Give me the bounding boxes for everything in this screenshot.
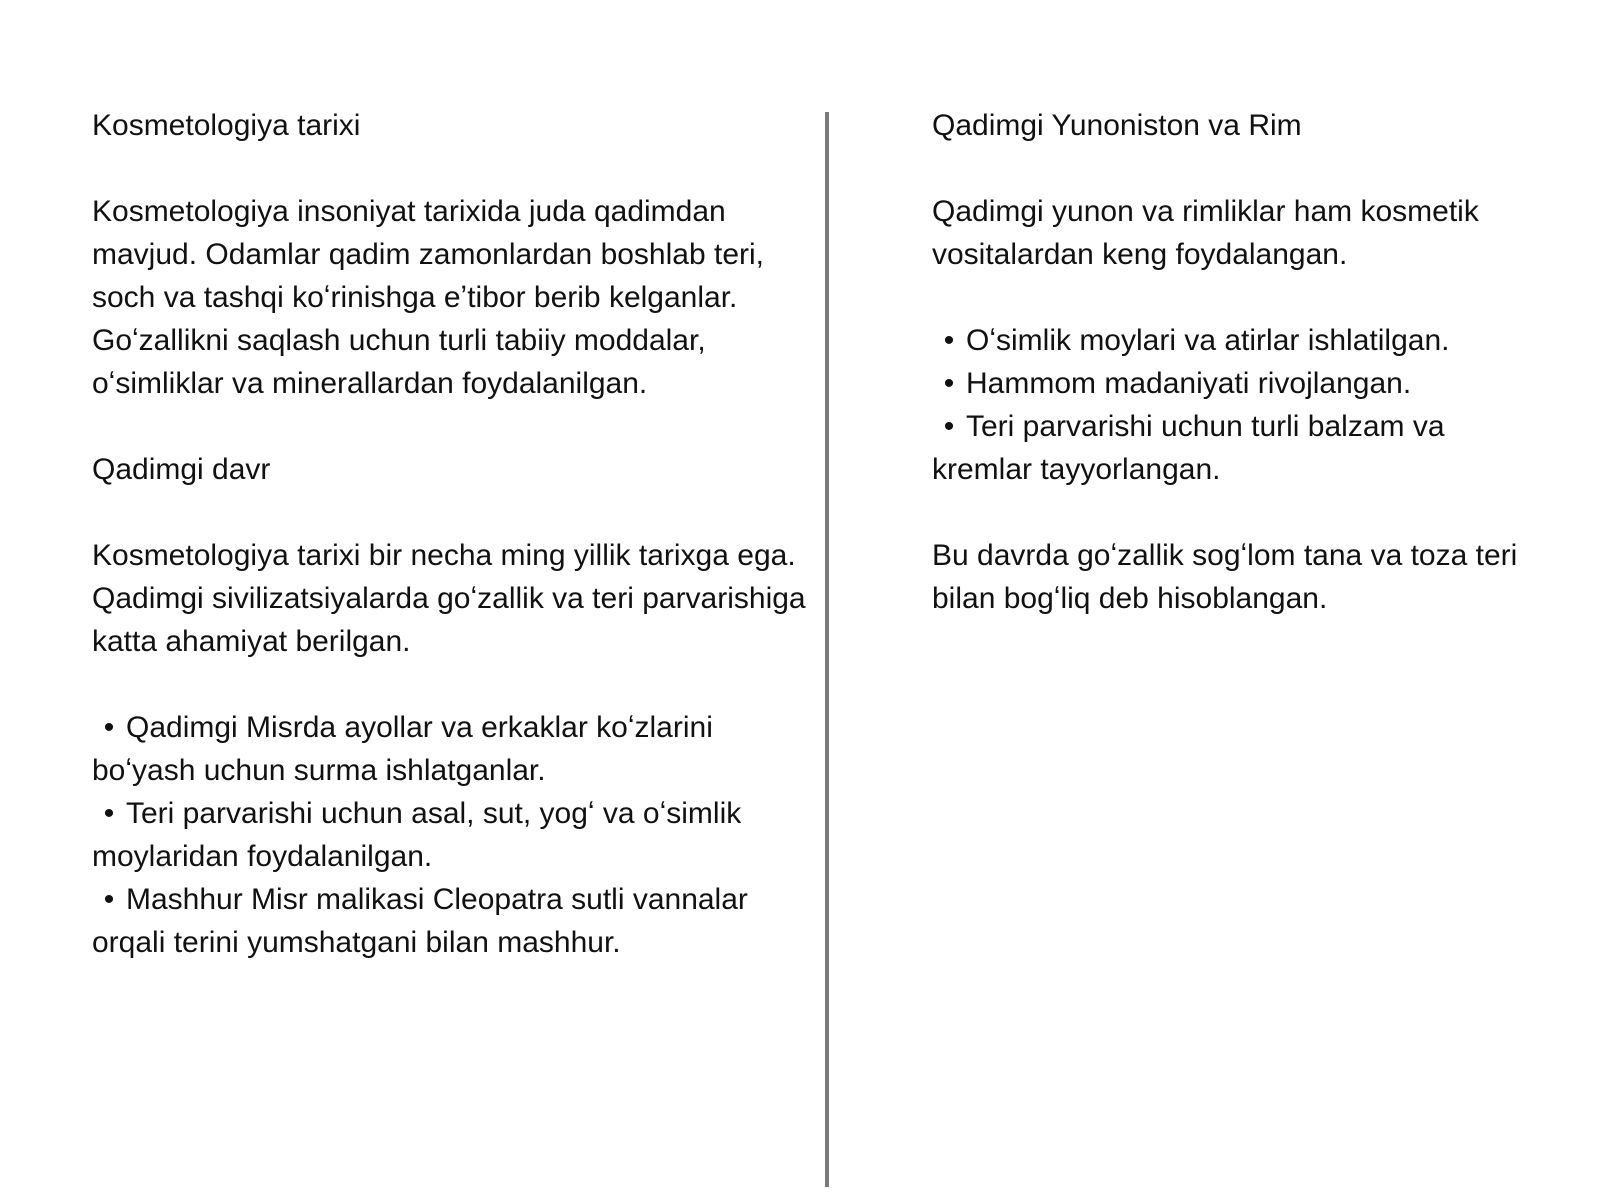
left-column: [92, 104, 812, 964]
list-item-text: Teri parvarishi uchun turli balzam va kremlar tayyorlangan.: [932, 410, 1445, 486]
bullet-icon: •: [103, 797, 115, 830]
right-column: [932, 104, 1532, 620]
section-heading-ancient: Qadimgi davr: [92, 453, 271, 486]
spacer: [92, 147, 812, 190]
spacer: [92, 405, 812, 448]
spacer: [92, 663, 812, 706]
list-item: [92, 706, 812, 792]
list-item-text: Hammom madaniyati rivojlangan.: [966, 367, 1412, 400]
spacer: [932, 276, 1532, 319]
bullet-icon: •: [943, 410, 955, 443]
intro-paragraph: Qadimgi yunon va rimliklar ham kosmetik vositalardan keng foydalangan.: [932, 195, 1479, 271]
bullet-icon: •: [103, 883, 115, 916]
section-heading-greece-rome: Qadimgi Yunoniston va Rim: [932, 109, 1302, 142]
list-item: [932, 362, 1532, 405]
spacer: [92, 491, 812, 534]
bullet-icon: •: [943, 367, 955, 400]
conclusion-paragraph: Bu davrda goʻzallik sogʻlom tana va toza teri bilan bogʻliq deb hisoblangan.: [932, 539, 1518, 615]
page-title: Kosmetologiya tarixi: [92, 109, 361, 142]
section-paragraph-ancient: Kosmetologiya tarixi bir necha ming yillik tarixga ega. Qadimgi sivilizatsiyalarda goʻzallik va teri parvarishiga katta ahamiyat berilgan.: [92, 539, 806, 658]
list-item-text: Mashhur Misr malikasi Cleopatra sutli vannalar orqali terini yumshatgani bilan mashhur.: [92, 883, 748, 959]
column-divider: [825, 112, 829, 1187]
list-item: [92, 878, 812, 964]
list-item-text: Oʻsimlik moylari va atirlar ishlatilgan.: [966, 324, 1450, 357]
spacer: [932, 147, 1532, 190]
list-item-text: Qadimgi Misrda ayollar va erkaklar koʻzlarini boʻyash uchun surma ishlatganlar.: [92, 711, 713, 787]
list-item: [932, 405, 1532, 491]
bullet-icon: •: [103, 711, 115, 744]
list-item: [92, 792, 812, 878]
bullet-icon: •: [943, 324, 955, 357]
intro-paragraph: Kosmetologiya insoniyat tarixida juda qadimdan mavjud. Odamlar qadim zamonlardan boshlab teri, soch va tashqi koʻrinishga eʼtibor berib kelganlar. Goʻzallikni saqlash uchun turli tabiiy moddalar, oʻsimliklar va minerallardan foydalanilgan.: [92, 195, 764, 400]
list-item-text: Teri parvarishi uchun asal, sut, yogʻ va oʻsimlik moylaridan foydalanilgan.: [92, 797, 742, 873]
list-item: [932, 319, 1532, 362]
spacer: [932, 491, 1532, 534]
